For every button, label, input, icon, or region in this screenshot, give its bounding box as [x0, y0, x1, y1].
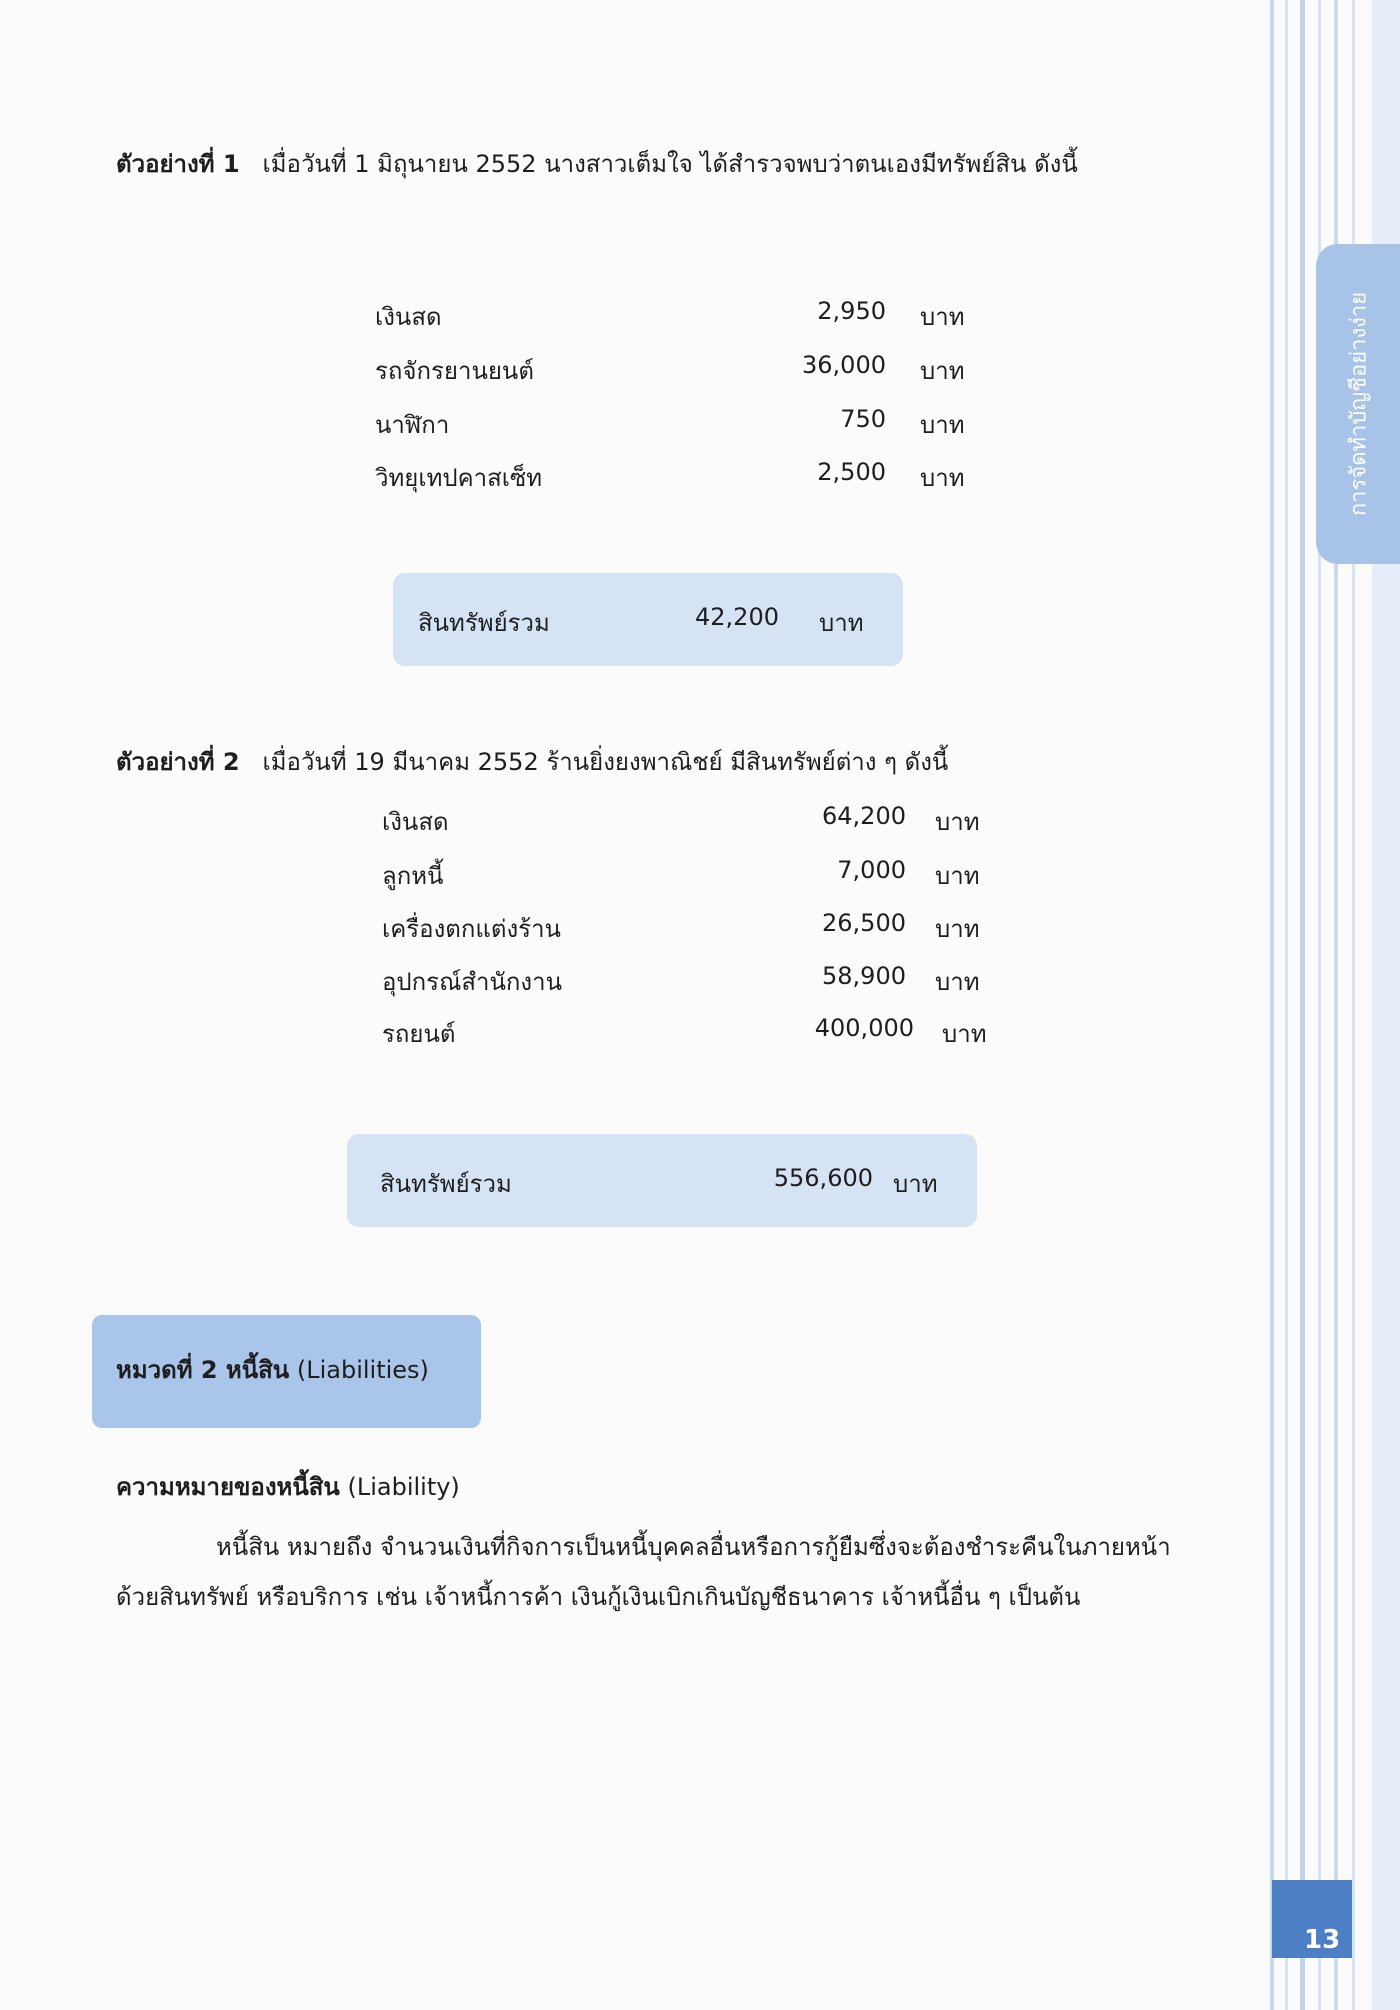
list-item-amount: 7,000 — [837, 856, 906, 884]
list-item-name: รถจักรยานยนต์ — [375, 357, 534, 385]
list-item-name: เครื่องตกแต่งร้าน — [382, 915, 561, 943]
list-item-amount: 750 — [840, 405, 886, 433]
list-item-unit: บาท — [942, 1020, 987, 1048]
example2-heading — [116, 748, 948, 777]
list-item-unit: บาท — [935, 915, 980, 943]
chapter-side-tab-label: การจัดทำบัญชีอย่างง่าย — [1346, 291, 1372, 517]
list-item-unit: บาท — [920, 357, 965, 385]
list-item-name: อุปกรณ์สำนักงาน — [382, 968, 562, 996]
example2-label: ตัวอย่างที่ 2 — [116, 748, 240, 776]
total-unit: บาท — [893, 1170, 938, 1198]
list-item-name: เงินสด — [382, 808, 449, 836]
list-item-name: รถยนต์ — [382, 1020, 456, 1048]
total-amount: 42,200 — [695, 603, 779, 631]
total-amount: 556,600 — [773, 1164, 873, 1192]
list-item-amount: 2,500 — [817, 458, 886, 486]
list-item-unit: บาท — [935, 968, 980, 996]
total-label: สินทรัพย์รวม — [380, 1170, 512, 1198]
list-item-unit: บาท — [920, 411, 965, 439]
list-item-unit: บาท — [920, 464, 965, 492]
section-heading-en: (Liabilities) — [296, 1356, 429, 1384]
list-item-unit: บาท — [920, 303, 965, 331]
section-heading-box — [92, 1315, 481, 1428]
total-unit: บาท — [819, 609, 864, 637]
example1-total-box — [393, 573, 903, 666]
page-number: 13 — [1304, 1925, 1341, 1955]
list-item-amount: 64,200 — [822, 802, 906, 830]
definition-paragraph-line2: ด้วยสินทรัพย์ หรือบริการ เช่น เจ้าหนี้การค้า เงินกู้เงินเบิกเกินบัญชีธนาคาร เจ้าหนี้อื่น ๆ เป็นต้น — [116, 1583, 1081, 1611]
example2-intro: เมื่อวันที่ 19 มีนาคม 2552 ร้านยิ่งยงพาณิชย์ มีสินทรัพย์ต่าง ๆ ดังนี้ — [262, 748, 949, 776]
list-item-amount: 26,500 — [822, 909, 906, 937]
definition-paragraph-line1: หนี้สิน หมายถึง จำนวนเงินที่กิจการเป็นหนี้บุคคลอื่นหรือการกู้ยืมซึ่งจะต้องชำระคืนในภายหน้า — [216, 1533, 1171, 1561]
example1-heading — [116, 150, 1078, 179]
total-label: สินทรัพย์รวม — [418, 609, 550, 637]
definition-title-bold: ความหมายของหนี้สิน — [116, 1473, 340, 1501]
list-item-amount: 2,950 — [817, 297, 886, 325]
list-item-amount: 400,000 — [814, 1014, 914, 1042]
example2-total-box — [347, 1134, 977, 1227]
list-item-name: วิทยุเทปคาสเซ็ท — [375, 464, 543, 492]
list-item-unit: บาท — [935, 862, 980, 890]
margin-stripe — [1270, 0, 1274, 2010]
list-item-unit: บาท — [935, 808, 980, 836]
margin-stripe — [1285, 0, 1288, 2010]
list-item-amount: 36,000 — [802, 351, 886, 379]
margin-stripe — [1300, 0, 1305, 2010]
definition-title — [116, 1473, 460, 1502]
section-heading — [116, 1356, 429, 1385]
section-heading-bold: หมวดที่ 2 หนี้สิน — [116, 1356, 290, 1384]
list-item-name: เงินสด — [375, 303, 442, 331]
list-item-name: นาฬิกา — [375, 411, 450, 439]
list-item-amount: 58,900 — [822, 962, 906, 990]
definition-title-en: (Liability) — [347, 1473, 460, 1501]
example1-label: ตัวอย่างที่ 1 — [116, 150, 240, 178]
list-item-name: ลูกหนี้ — [382, 862, 444, 890]
example1-intro: เมื่อวันที่ 1 มิถุนายน 2552 นางสาวเต็มใจ ได้สำรวจพบว่าตนเองมีทรัพย์สิน ดังนี้ — [262, 150, 1078, 178]
